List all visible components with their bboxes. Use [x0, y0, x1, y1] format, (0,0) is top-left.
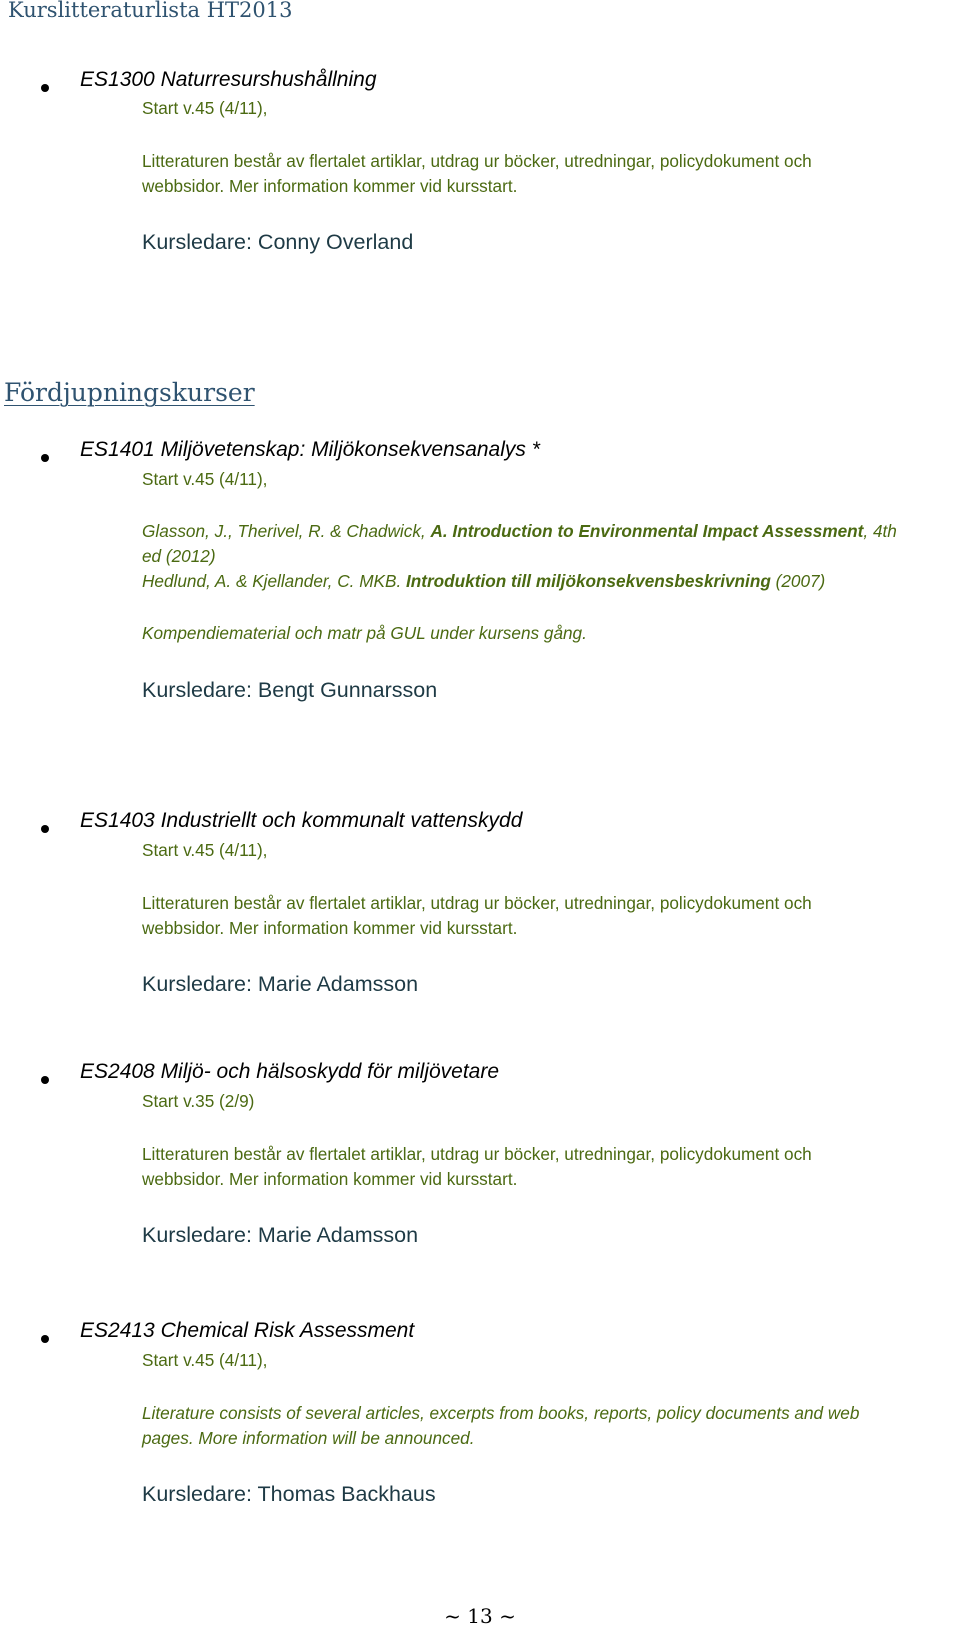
course-title: ES2408 Miljö- och hälsoskydd för miljövetare [80, 1060, 500, 1083]
course-start: Start v.45 (4/11), [142, 469, 268, 489]
course-title: ES2413 Chemical Risk Assessment [80, 1319, 415, 1342]
reference-2-title: Introduktion till miljökonsekvensbeskrivning [406, 571, 771, 591]
course-literature-line-2: webbsidor. Mer information kommer vid kursstart. [142, 1169, 518, 1189]
page-header-title: Kurslitteraturlista HT2013 [8, 0, 293, 22]
course-start: Start v.35 (2/9) [142, 1091, 255, 1111]
bullet-icon [41, 1335, 49, 1343]
bullet-icon [41, 1076, 49, 1084]
course-leader: Kursledare: Bengt Gunnarsson [142, 678, 438, 702]
reference-2-tail: (2007) [770, 571, 826, 591]
reference-1-title: A. Introduction to Environmental Impact Assessment [430, 521, 864, 541]
reference-1-authors: Glasson, J., Therivel, R. & Chadwick, [142, 521, 431, 541]
course-title: ES1300 Naturresurshushållning [80, 68, 377, 91]
course-literature-line-1: Literature consists of several articles, excerpts from books, reports, policy documents and web [142, 1403, 860, 1423]
course-literature-line-2: webbsidor. Mer information kommer vid kursstart. [142, 176, 518, 196]
section-heading: Fördjupningskurser [4, 378, 255, 407]
reference-1 [142, 521, 897, 542]
course-title: ES1401 Miljövetenskap: Miljökonsekvensanalys * [80, 438, 540, 461]
course-literature-line-2: pages. More information will be announced. [142, 1428, 475, 1448]
course-leader: Kursledare: Marie Adamsson [142, 972, 419, 996]
course-leader: Kursledare: Thomas Backhaus [142, 1482, 436, 1506]
reference-2-authors: Hedlund, A. & Kjellander, C. MKB. [142, 571, 406, 591]
course-leader: Kursledare: Marie Adamsson [142, 1223, 419, 1247]
course-start: Start v.45 (4/11), [142, 840, 268, 860]
bullet-icon [41, 454, 49, 462]
bullet-icon [41, 825, 49, 833]
page-number: ~ 13 ~ [444, 1604, 516, 1628]
course-note: Kompendiematerial och matr på GUL under kursens gång. [142, 623, 587, 643]
course-leader: Kursledare: Conny Overland [142, 230, 414, 254]
course-literature-line-1: Litteraturen består av flertalet artiklar, utdrag ur böcker, utredningar, policydokument och [142, 1144, 812, 1164]
bullet-icon [41, 84, 49, 92]
course-literature-line-1: Litteraturen består av flertalet artiklar, utdrag ur böcker, utredningar, policydokument och [142, 151, 812, 171]
reference-2 [142, 571, 825, 592]
reference-1-continuation: ed (2012) [142, 546, 216, 566]
course-start: Start v.45 (4/11), [142, 98, 268, 118]
course-title: ES1403 Industriellt och kommunalt vattenskydd [80, 809, 523, 832]
course-start: Start v.45 (4/11), [142, 1350, 268, 1370]
course-literature-line-1: Litteraturen består av flertalet artiklar, utdrag ur böcker, utredningar, policydokument och [142, 893, 812, 913]
course-literature-line-2: webbsidor. Mer information kommer vid kursstart. [142, 918, 518, 938]
reference-1-tail: , 4th [863, 521, 897, 541]
